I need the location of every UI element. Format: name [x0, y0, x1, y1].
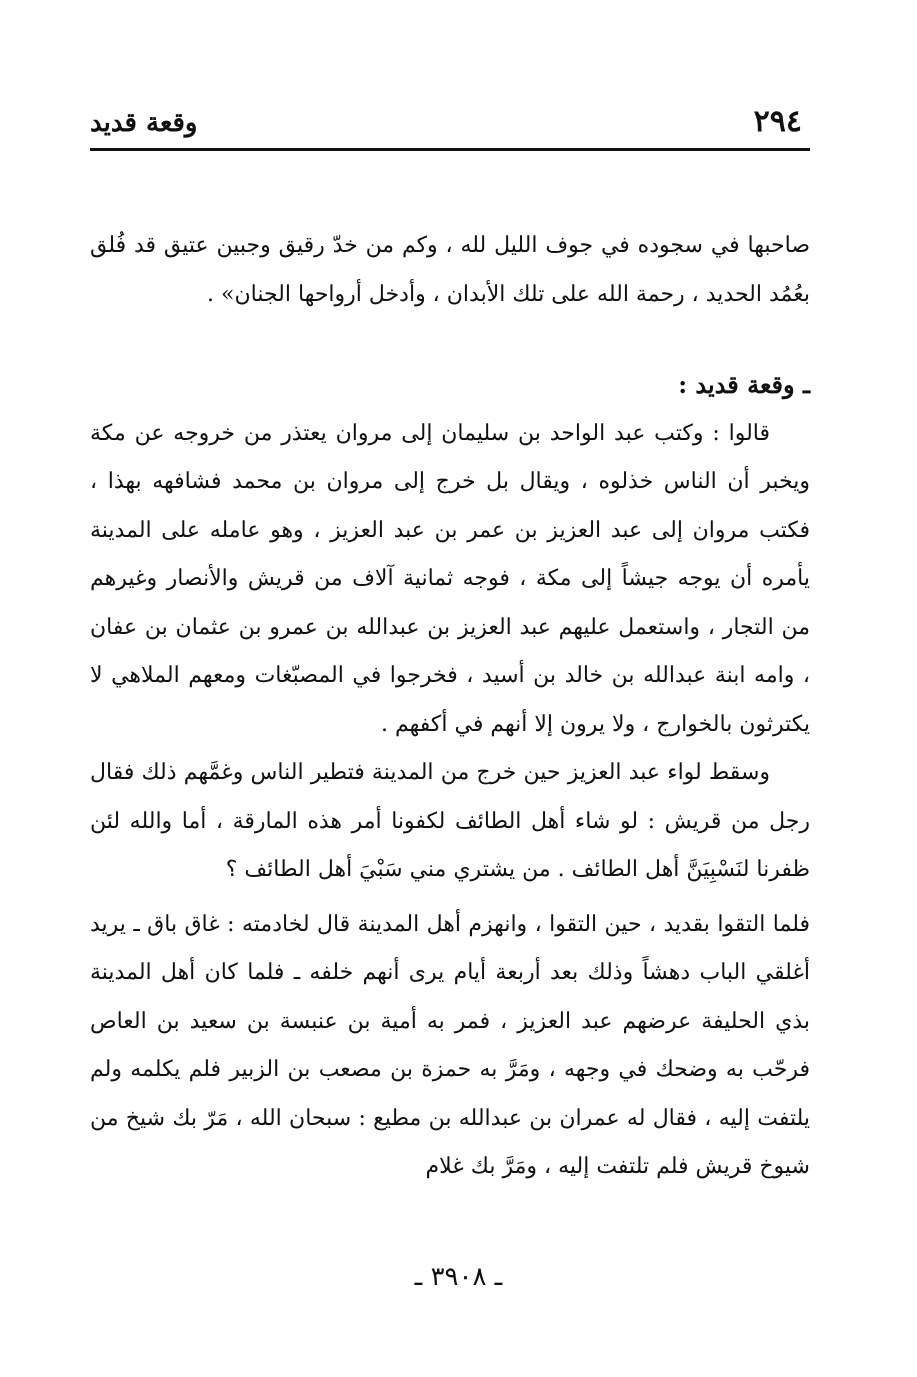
folio-number: ـ ٣٩٠٨ ـ [414, 1262, 503, 1292]
paragraph: فلما التقوا بقديد ، حين التقوا ، وانهزم أهل المدينة قال لخادمته : غاق باق ـ يريد أغلقي الباب دهشاً وذلك بعد أربعة أيام يرى أنهم خلفه ـ فلما كان أهل المدينة بذي الحليفة عرضهم عبد العزيز ، فمر به أمية بن عنبسة بن سعيد بن العاص فرحّب به وضحك في وجهه ، ومَرَّ به حمزة بن مصعب بن الزبير فلم يكلمه ولم يلتفت إليه ، فقال له عمران بن عبدالله بن مطيع : سبحان الله ، مَرّ بك شيخ من شيوخ قريش فلم تلتفت إليه ، ومَرَّ بك غلام [90, 911, 810, 1179]
page-number: ٢٩٤ [753, 104, 802, 139]
section-heading: ـ وقعة قديد : [678, 370, 810, 399]
paragraph: وسقط لواء عبد العزيز حين خرج من المدينة فتطير الناس وغمَّهم ذلك فقال رجل من قريش : لو شاء أهل الطائف لكفونا أمر هذه المارقة ، أما والله لئن ظفرنا لنَسْبِيَنَّ أهل الطائف . من يشتري مني سَبْيَ أهل الطائف ؟ [90, 760, 810, 882]
header-divider [90, 148, 810, 151]
running-title: وقعة قديد [90, 108, 198, 138]
paragraph: قالوا : وكتب عبد الواحد بن سليمان إلى مروان يعتذر من خروجه عن مكة ويخبر أن الناس خذلوه ، ويقال بل خرج إلى مروان بن محمد فشافهه بهذا ، فكتب مروان إلى عبد العزيز بن عمر بن عبد العزيز ، وهو عامله على المدينة يأمره أن يوجه جيشاً إلى مكة ، فوجه ثمانية آلاف من قريش والأنصار وغيرهم من التجار ، واستعمل عليهم عبد العزيز بن عبدالله بن عمرو بن عثمان بن عفان ، وامه ابنة عبدالله بن خالد بن أسيد ، فخرجوا في المصبّغات ومعهم الملاهي لا يكترثون بالخوارج ، ولا يرون إلا أنهم في أكفهم . [90, 420, 810, 737]
page-header [90, 100, 810, 146]
body-text [90, 222, 810, 1192]
paragraph-continuation: صاحبها في سجوده في جوف الليل لله ، وكم من خدّ رقيق وجبين عتيق قد فُلق بعُمُد الحديد ، رحمة الله على تلك الأبدان ، وأدخل أرواحها الجنان» . [90, 233, 810, 307]
